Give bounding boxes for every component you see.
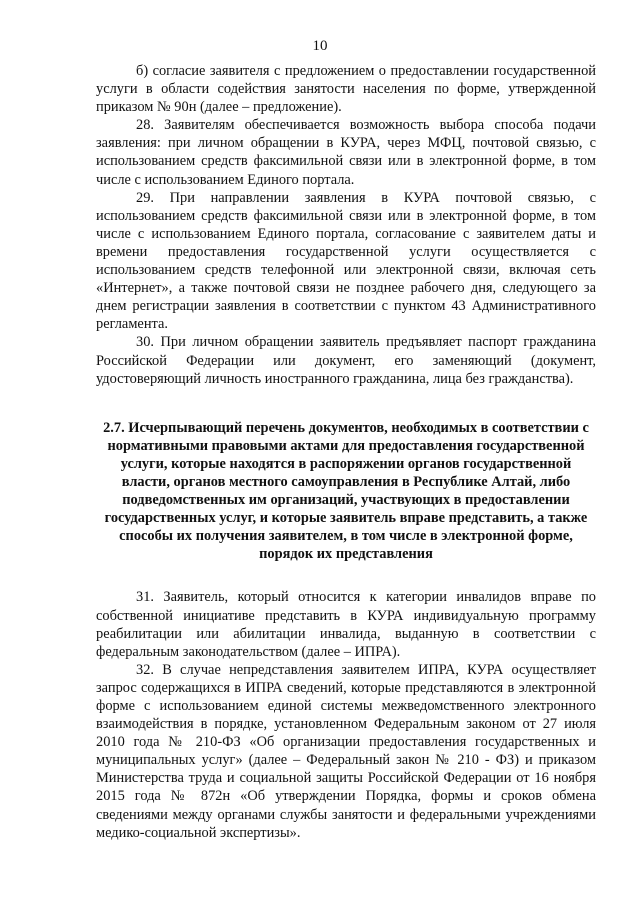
document-body <box>96 62 596 842</box>
paragraph-29: 29. При направлении заявления в КУРА почтовой связью, с использованием средств факсимильной связи или в электронной форме, в том числе с использованием Единого портала, согласование с заявителем даты и времени предоставления государственной услуги осуществляется с использованием средств телефонной или электронной связи, включая сеть «Интернет», а также почтовой связи не позднее рабочего дня, следующего за днем регистрации заявления в соответствии с пунктом 43 Административного регламента. <box>96 189 596 333</box>
paragraph-32: 32. В случае непредставления заявителем ИПРА, КУРА осуществляет запрос содержащихся в ИПРА сведений, которые представляются в электронной форме с использованием единой системы межведомственного электронного взаимодействия в порядке, установленном Федеральным законом от 27 июля 2010 года № 210-ФЗ «Об организации предоставления государственных и муниципальных услуг» (далее – Федеральный закон № 210 - ФЗ) и приказом Министерства труда и социальной защиты Российской Федерации от 16 ноября 2015 года № 872н «Об утверждении Порядка, формы и сроков обмена сведениями между органами службы занятости и федеральными учреждениями медико-социальной экспертизы». <box>96 661 596 841</box>
paragraph-27b: б) согласие заявителя с предложением о предоставлении государственной услуги в области содействия занятости населения по форме, утвержденной приказом № 90н (далее – предложение). <box>96 63 596 116</box>
paragraph-31: 31. Заявитель, который относится к категории инвалидов вправе по собственной инициативе представить в КУРА индивидуальную программу реабилитации или абилитации инвалида, выданную в соответствии с федеральным законодательством (далее – ИПРА). <box>96 589 596 660</box>
paragraph-28: 28. Заявителям обеспечивается возможность выбора способа подачи заявления: при личном обращении в КУРА, через МФЦ, почтовой связью, с использованием средств факсимильной связи или в электронной форме, в том числе с использованием Единого портала. <box>96 117 596 188</box>
paragraph-30: 30. При личном обращении заявитель предъявляет паспорт гражданина Российской Федерации или документ, его заменяющий (документ, удостоверяющий личность иностранного гражданина, лица без гражданства). <box>96 334 596 387</box>
section-heading-2-7: 2.7. Исчерпывающий перечень документов, необходимых в соответствии с нормативными правовыми актами для предоставления государственной услуги, которые находятся в распоряжении органов государственной власти, органов местного самоуправления в Республике Алтай, либо подведомственных им организаций, участвующих в предоставлении государственных услуг, и которые заявитель вправе представить, а также способы их получения заявителем, в том числе в электронной форме, порядок их представления <box>103 419 589 563</box>
page-number: 10 <box>312 38 328 54</box>
